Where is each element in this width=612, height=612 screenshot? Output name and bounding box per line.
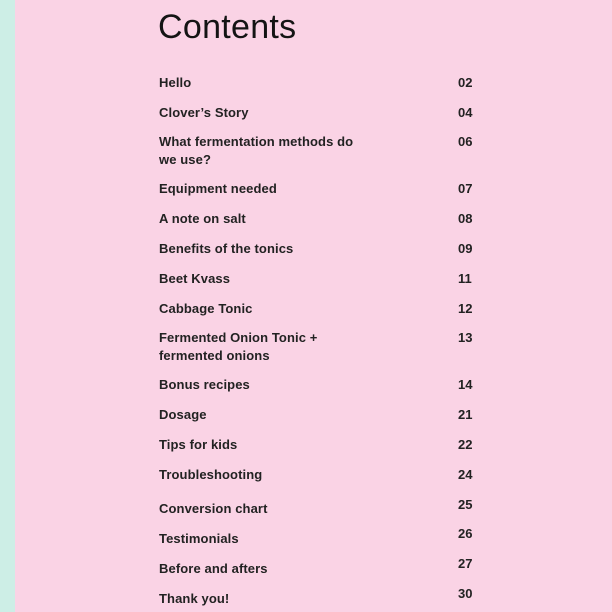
toc-entry-page: 26 (458, 526, 473, 541)
toc-entry-title: Beet Kvass (159, 271, 231, 286)
toc-entry-page: 11 (458, 271, 472, 286)
toc-entry-title: Dosage (159, 407, 207, 422)
toc-entry-title: Clover’s Story (159, 105, 249, 120)
toc-entry-title: A note on salt (159, 211, 246, 226)
toc-entry-page: 02 (458, 75, 473, 90)
toc-entry-title: Fermented Onion Tonic + fermented onions (159, 330, 318, 363)
toc-entry-page: 12 (458, 301, 473, 316)
toc-entry-page: 04 (458, 105, 473, 120)
toc-entry-title: Equipment needed (159, 181, 277, 196)
toc-entry-page: 25 (458, 497, 473, 512)
toc-entry-title: Before and afters (159, 561, 268, 576)
toc-entry-title: Troubleshooting (159, 467, 263, 482)
toc-entry-page: 22 (458, 437, 473, 452)
toc-entry-page: 14 (458, 377, 473, 392)
toc-entry-title: Testimonials (159, 531, 239, 546)
toc-entry-page: 09 (458, 241, 473, 256)
toc-entry-page: 24 (458, 467, 473, 482)
page-title: Contents (158, 8, 297, 46)
toc-entry-title: Hello (159, 75, 192, 90)
toc-entry-page: 13 (458, 330, 473, 345)
toc-entry-page: 21 (458, 407, 473, 422)
toc-entry-page: 08 (458, 211, 473, 226)
toc-entry-title: What fermentation methods do we use? (159, 134, 354, 167)
toc-entry-title: Bonus recipes (159, 377, 250, 392)
toc-entry-page: 27 (458, 556, 473, 571)
toc-entry-title: Benefits of the tonics (159, 241, 294, 256)
toc-entry-page: 30 (458, 586, 473, 601)
toc-entry-page: 07 (458, 181, 473, 196)
toc-entry-title: Tips for kids (159, 437, 238, 452)
toc-entry-page: 06 (458, 134, 473, 149)
toc-entry-title: Conversion chart (159, 501, 268, 516)
toc-entry-title: Thank you! (159, 591, 230, 606)
toc-entry-title: Cabbage Tonic (159, 301, 253, 316)
